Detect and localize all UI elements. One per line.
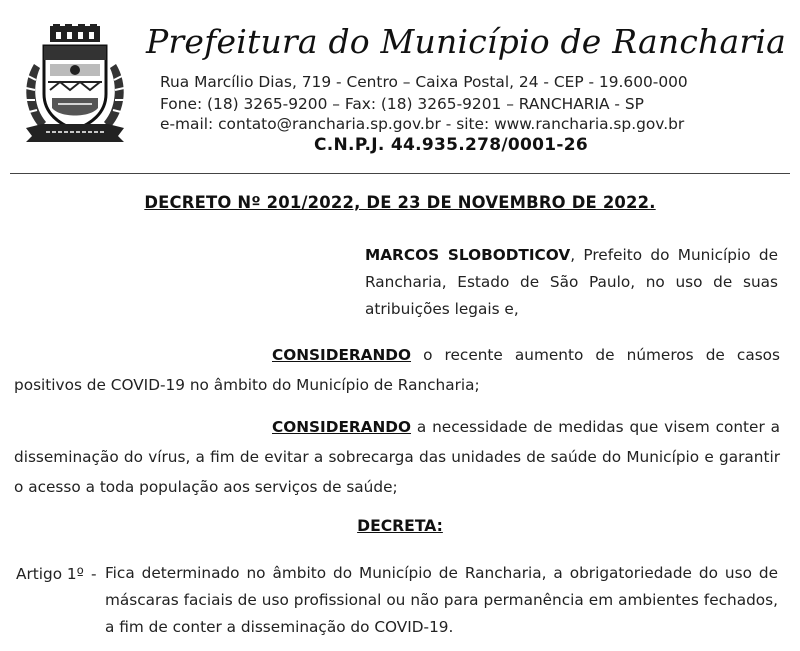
article-dash: - — [91, 565, 97, 583]
coat-of-arms-emblem — [20, 24, 130, 142]
header-divider — [10, 173, 790, 174]
preamble-paragraph — [365, 242, 778, 323]
considerando-paragraph — [14, 340, 780, 400]
considerando-keyword: CONSIDERANDO — [272, 346, 412, 364]
considerando-text: o recente aumento de números de casos positivos de COVID-19 no âmbito do Município de Rancharia; — [14, 346, 780, 394]
article-label: Artigo 1º — [16, 565, 84, 583]
decreta-heading: DECRETA: — [357, 517, 443, 535]
address-line: Rua Marcílio Dias, 719 - Centro – Caixa Postal, 24 - CEP - 19.600-000 — [160, 73, 688, 91]
phone-line: Fone: (18) 3265-9200 – Fax: (18) 3265-9201 – RANCHARIA - SP — [160, 95, 644, 113]
cnpj-line: C.N.P.J. 44.935.278/0001-26 — [314, 135, 588, 155]
preamble-text: , Prefeito do Município de Rancharia, Estado de São Paulo, no uso de suas atribuições legais e, — [365, 246, 778, 318]
institution-name: Prefeitura do Município de Rancharia — [146, 22, 786, 61]
mayor-name: MARCOS SLOBODTICOV — [365, 246, 571, 264]
considerando-keyword: CONSIDERANDO — [272, 418, 412, 436]
considerando-paragraph — [14, 412, 780, 502]
considerando-text: a necessidade de medidas que visem conter a disseminação do vírus, a fim de evitar a sobrecarga das unidades de saúde do Município e garantir o acesso a toda população aos serviços de saúde; — [14, 418, 780, 496]
decree-title: DECRETO Nº 201/2022, DE 23 DE NOVEMBRO DE 2022. — [144, 193, 656, 212]
article-text: Fica determinado no âmbito do Município de Rancharia, a obrigatoriedade do uso de máscaras faciais de uso profissional ou não para permanência em ambientes fechados, a fim de conter a disseminação do COVID-19. — [105, 564, 778, 636]
contact-web-line: e-mail: contato@rancharia.sp.gov.br - site: www.rancharia.sp.gov.br — [160, 115, 685, 133]
